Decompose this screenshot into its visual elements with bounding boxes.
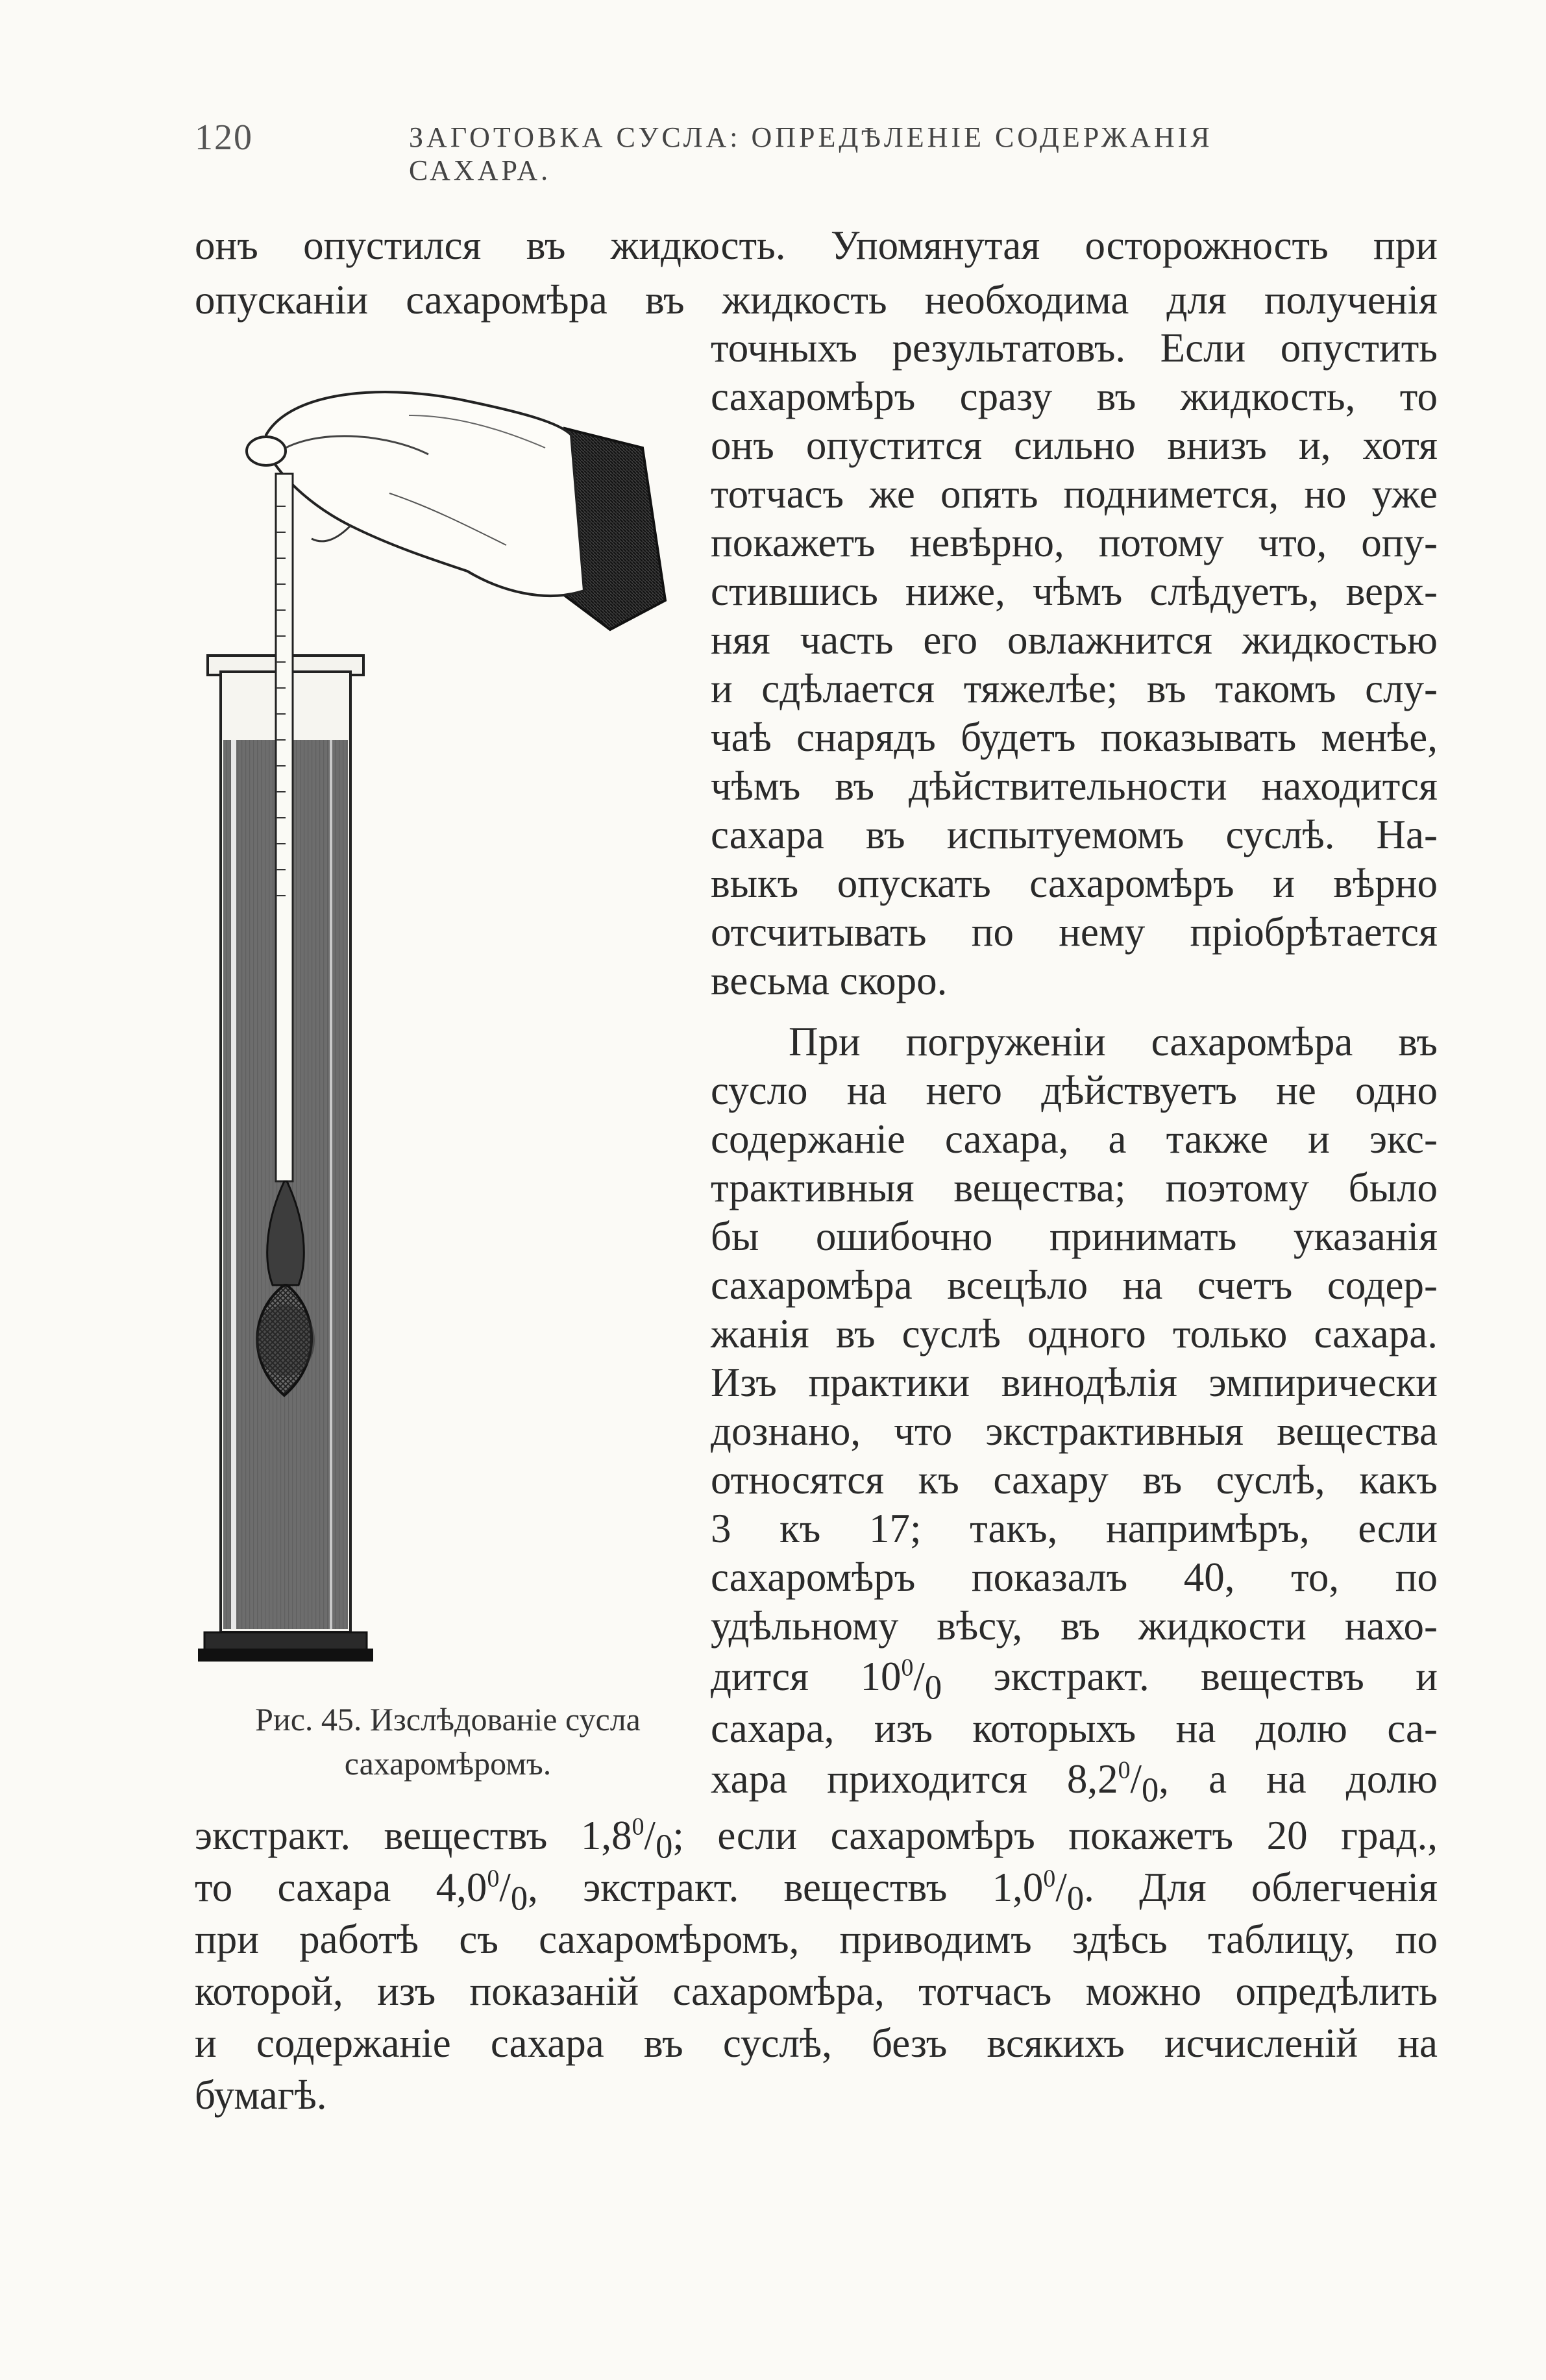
text-line: сахара въ испытуемомъ суслѣ. На-	[711, 812, 1438, 857]
text-line: няя часть его овлажнится жидкостью	[711, 617, 1438, 663]
running-head: ЗАГОТОВКА СУСЛА: ОПРЕДѢЛЕНІЕ СОДЕРЖАНІЯ САХАРА.	[409, 121, 1213, 186]
page-number: 120	[195, 117, 253, 158]
text-line: сахаромѣра всецѣло на счетъ содер-	[711, 1262, 1438, 1308]
text-line: покажетъ невѣрно, потому что, опу-	[711, 520, 1438, 565]
text-line: чѣмъ въ дѣйствительности находится	[711, 763, 1438, 809]
text-line: 3 къ 17; такъ, напримѣръ, если	[711, 1506, 1438, 1551]
text-line: отсчитывать по нему пріобрѣтается	[711, 909, 1438, 955]
text-line: дознано, что экстрактивныя вещества	[711, 1408, 1438, 1454]
saccharometer-illustration	[195, 376, 701, 1700]
text-line: то сахара $4,0^0/_0$, экстракт. веществъ $1,0^0/_0$. Для облегченія	[195, 1865, 1438, 1918]
text-line: стившись ниже, чѣмъ слѣдуетъ, верх-	[711, 569, 1438, 614]
figure-caption	[195, 1697, 701, 1785]
text-line: хара приходится $8,2^0/_0$, а на долю	[711, 1756, 1438, 1810]
text-line: сусло на него дѣйствуетъ не одно	[711, 1068, 1438, 1113]
text-line: содержаніе сахара, а также и экс-	[711, 1116, 1438, 1162]
text-line: и содержаніе сахара въ суслѣ, безъ всякихъ исчисленій на	[195, 2020, 1438, 2066]
text-line: выкъ опускать сахаромѣръ и вѣрно	[711, 861, 1438, 906]
text-line: весьма скоро.	[711, 958, 948, 1003]
text-line: онъ опустился въ жидкость. Упомянутая осторожность при	[195, 223, 1438, 268]
text-line: жанія въ суслѣ одного только сахара.	[711, 1311, 1438, 1356]
page-header	[195, 117, 1311, 186]
paragraph-start-line: При погруженіи сахаромѣра въ	[789, 1019, 1438, 1064]
text-line: экстракт. веществъ $1,8^0/_0$; если сахаромѣръ покажетъ 20 град.,	[195, 1813, 1438, 1866]
caption-line: сахаромѣромъ.	[344, 1745, 552, 1782]
text-line: сахаромѣръ сразу въ жидкость, то	[711, 374, 1438, 419]
text-line: точныхъ результатовъ. Если опустить	[711, 325, 1438, 371]
hand-drawing	[247, 392, 665, 630]
text-line: онъ опустится сильно внизъ и, хотя	[711, 423, 1438, 468]
caption-line: Рис. 45. Изслѣдованіе сусла	[255, 1701, 641, 1737]
text-line: опусканіи сахаромѣра въ жидкость необходима для полученія	[195, 277, 1438, 323]
text-line: чаѣ снарядъ будетъ показывать менѣе,	[711, 715, 1438, 760]
text-line: тотчасъ же опять поднимется, но уже	[711, 471, 1438, 517]
text-line: которой, изъ показаній сахаромѣра, тотчасъ можно опредѣлить	[195, 1969, 1438, 2014]
text-line: трактивныя вещества; поэтому было	[711, 1165, 1438, 1210]
text-line: Изъ практики винодѣлія эмпирически	[711, 1360, 1438, 1405]
text-line: дится $10^0/_0$ экстракт. веществъ и	[711, 1654, 1438, 1707]
text-line: удѣльному вѣсу, въ жидкости нахо-	[711, 1603, 1438, 1649]
text-line: относятся къ сахару въ суслѣ, какъ	[711, 1457, 1438, 1503]
text-line: при работѣ съ сахаромѣромъ, приводимъ здѣсь таблицу, по	[195, 1917, 1438, 1962]
text-line: бы ошибочно принимать указанія	[711, 1214, 1438, 1259]
text-line: сахаромѣръ показалъ 40, то, по	[711, 1554, 1438, 1600]
text-line: и сдѣлается тяжелѣе; въ такомъ слу-	[711, 666, 1438, 711]
text-line: сахара, изъ которыхъ на долю са-	[711, 1706, 1438, 1751]
text-line: бумагѣ.	[195, 2072, 327, 2118]
